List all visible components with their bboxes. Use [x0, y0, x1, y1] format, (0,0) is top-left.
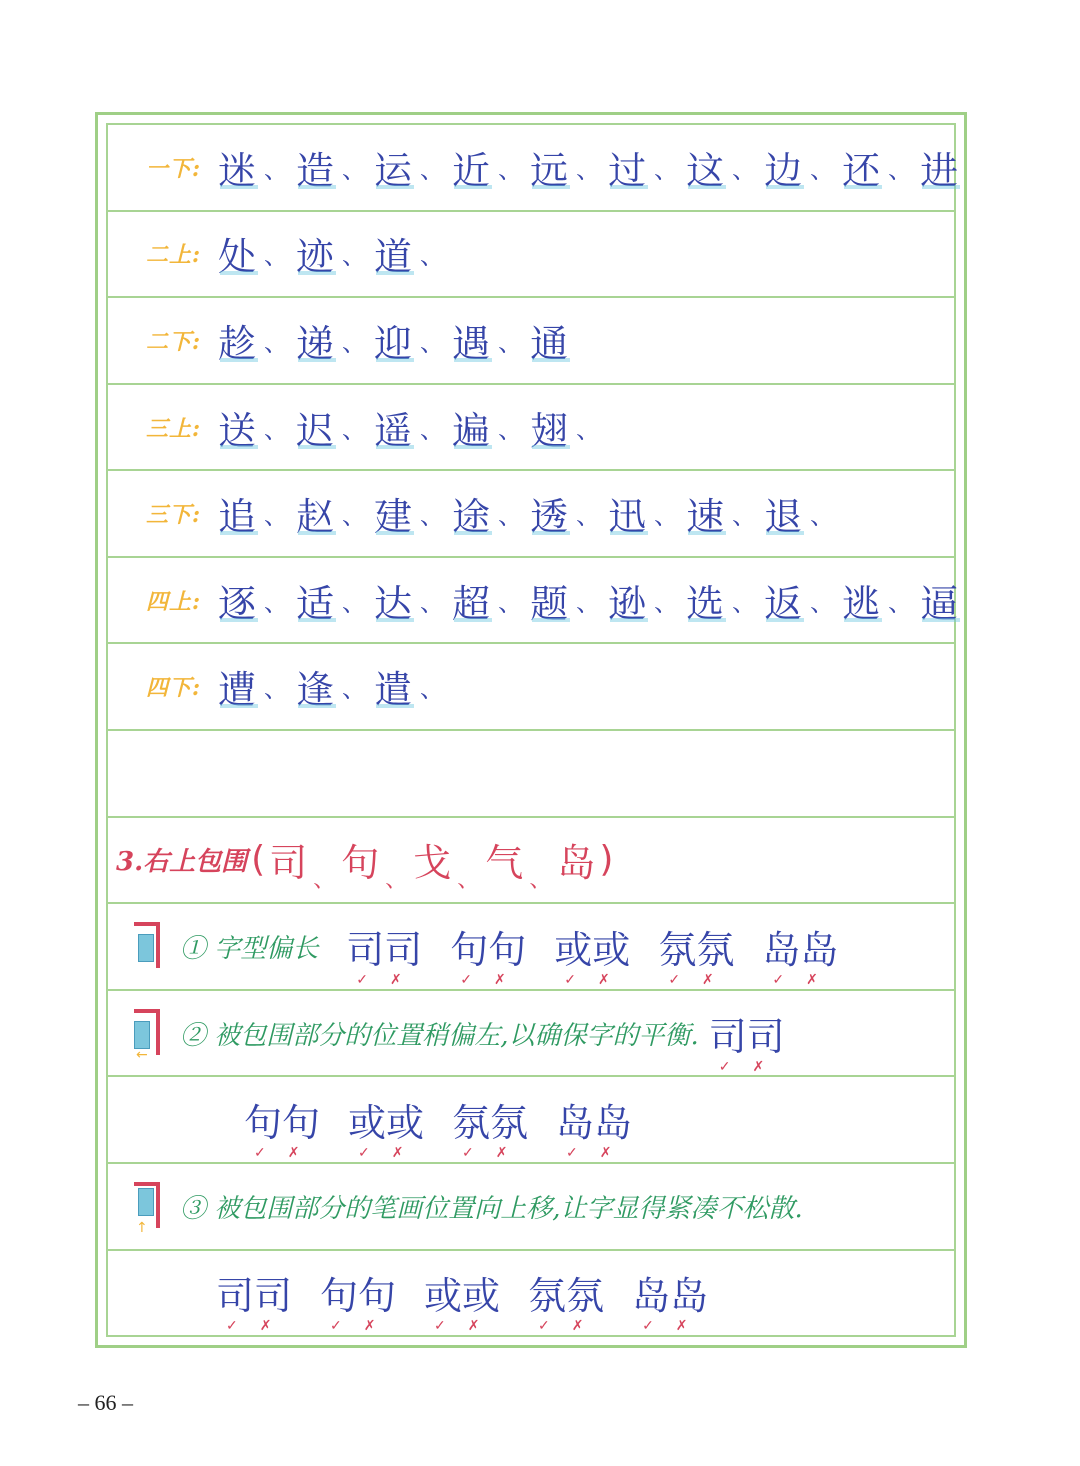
char: 超	[450, 573, 492, 628]
char-list: 迷 、 造 、 运 、 近 、 远 、 过 、 这 、 边 、 还 、 进	[216, 140, 960, 195]
char-pair: 司司 ✓ ✗	[708, 1014, 785, 1075]
grade-row-1	[108, 125, 959, 212]
page-number: – 66 –	[78, 1390, 133, 1415]
rule-1-line	[108, 904, 954, 991]
grade-label: 二上:	[146, 242, 202, 269]
char: 迹	[294, 226, 336, 281]
rule-2-examples	[108, 1077, 954, 1164]
blank-line	[108, 731, 954, 818]
section-title: 3.右上包围	[116, 847, 248, 878]
up-arrow-icon: ↑	[136, 1220, 148, 1237]
char: 途	[450, 486, 492, 541]
char: 还	[840, 140, 882, 195]
char-pair: 岛岛 ✓ ✗	[556, 1101, 633, 1162]
char: 进	[918, 140, 960, 195]
grade-row-7	[108, 644, 954, 731]
char-pair: 句句 ✓ ✗	[244, 1101, 321, 1162]
grade-label: 一下:	[146, 155, 202, 182]
char: 赵	[294, 486, 336, 541]
char-list: 遭 、 逢 、 遣 、	[216, 659, 450, 714]
char: 运	[372, 140, 414, 195]
char-list: 处 、 迹 、 道 、	[216, 226, 450, 281]
char: 造	[294, 140, 336, 195]
char: 远	[528, 140, 570, 195]
char-list: 送 、 迟 、 遥 、 遍 、 翅 、	[216, 400, 606, 455]
grade-row-3	[108, 298, 954, 385]
char: 近	[450, 140, 492, 195]
char-pair: 岛岛 ✓ ✗	[632, 1274, 709, 1335]
char-pair: 氛氛 ✓ ✗	[528, 1274, 605, 1335]
char: 适	[294, 573, 336, 628]
char: 遍	[450, 400, 492, 455]
char: 追	[216, 486, 258, 541]
rule-3-examples	[108, 1251, 954, 1336]
char: 遇	[450, 313, 492, 368]
char: 逐	[216, 573, 258, 628]
char: 逼	[918, 573, 960, 628]
char: 遥	[372, 400, 414, 455]
char: 选	[684, 573, 726, 628]
char: 逊	[606, 573, 648, 628]
example-char: 司	[269, 841, 308, 886]
char-pair: 氛氛 ✓ ✗	[452, 1101, 529, 1162]
bracket-diagram-icon	[132, 1007, 166, 1064]
section-heading: 3.右上包围 ( 司 、 句 、 戈 、 气 、 岛 )	[108, 818, 954, 905]
char-pair: 或或 ✓ ✗	[424, 1274, 501, 1335]
char-pair: 或或 ✓ ✗	[348, 1101, 425, 1162]
left-arrow-icon: ←	[136, 1047, 148, 1064]
grade-label: 三下:	[146, 502, 202, 529]
char: 建	[372, 486, 414, 541]
char-pair: 句句 ✓ ✗	[450, 927, 527, 988]
grade-row-6	[108, 558, 959, 645]
grade-row-2	[108, 212, 954, 299]
char: 达	[372, 573, 414, 628]
char-list: 趁 、 递 、 迎 、 遇 、 通	[216, 313, 570, 368]
char: 迷	[216, 140, 258, 195]
char-list: 逐 、 适 、 达 、 超 、 题 、 逊 、 选 、 返 、 逃 、 逼	[216, 573, 960, 628]
char: 这	[684, 140, 726, 195]
grade-row-5	[108, 471, 954, 558]
example-char: 气	[485, 841, 524, 886]
char: 迅	[606, 486, 648, 541]
char: 趁	[216, 313, 258, 368]
char: 返	[762, 573, 804, 628]
example-char: 戈	[413, 841, 452, 886]
char: 过	[606, 140, 648, 195]
example-char: 岛	[557, 841, 596, 886]
char: 逃	[840, 573, 882, 628]
rule-3-line	[108, 1164, 954, 1251]
char: 处	[216, 226, 258, 281]
char: 送	[216, 400, 258, 455]
char-list: 追 、 赵 、 建 、 途 、 透 、 迅 、 速 、 退 、	[216, 486, 840, 541]
char: 逢	[294, 659, 336, 714]
grade-label: 四下:	[146, 675, 202, 702]
close-paren: )	[599, 839, 614, 881]
bracket-diagram-icon	[132, 1180, 166, 1237]
char: 迎	[372, 313, 414, 368]
rule-2-text: ② 被包围部分的位置稍偏左,以确保字的平衡.	[180, 1020, 699, 1051]
char-pair: 司司 ✓ ✗	[346, 927, 423, 988]
rule-2-line	[108, 991, 954, 1078]
ruled-lines	[106, 123, 959, 1337]
char: 题	[528, 573, 570, 628]
grade-label: 三上:	[146, 415, 202, 442]
char: 边	[762, 140, 804, 195]
example-char: 句	[341, 841, 380, 886]
char: 速	[684, 486, 726, 541]
grade-label: 四上:	[146, 588, 202, 615]
char: 迟	[294, 400, 336, 455]
char-pair: 岛岛 ✓ ✗	[762, 927, 839, 988]
char: 通	[528, 313, 570, 368]
char: 透	[528, 486, 570, 541]
char: 道	[372, 226, 414, 281]
char: 退	[762, 486, 804, 541]
char: 遭	[216, 659, 258, 714]
char-pair: 或或 ✓ ✗	[554, 927, 631, 988]
grade-label: 二下:	[146, 328, 202, 355]
char-pair: 氛氛 ✓ ✗	[658, 927, 735, 988]
open-paren: (	[251, 839, 266, 881]
bracket-diagram-icon	[132, 920, 166, 972]
grade-row-4	[108, 385, 954, 472]
char-pair: 句句 ✓ ✗	[320, 1274, 397, 1335]
char-pair: 司司 ✓ ✗	[216, 1274, 293, 1335]
rule-3-text: ③ 被包围部分的笔画位置向上移,让字显得紧凑不松散.	[180, 1193, 803, 1224]
rule-1-text: ① 字型偏长	[180, 933, 319, 964]
char: 递	[294, 313, 336, 368]
char: 翅	[528, 400, 570, 455]
char: 遣	[372, 659, 414, 714]
practice-sheet	[95, 112, 967, 1348]
